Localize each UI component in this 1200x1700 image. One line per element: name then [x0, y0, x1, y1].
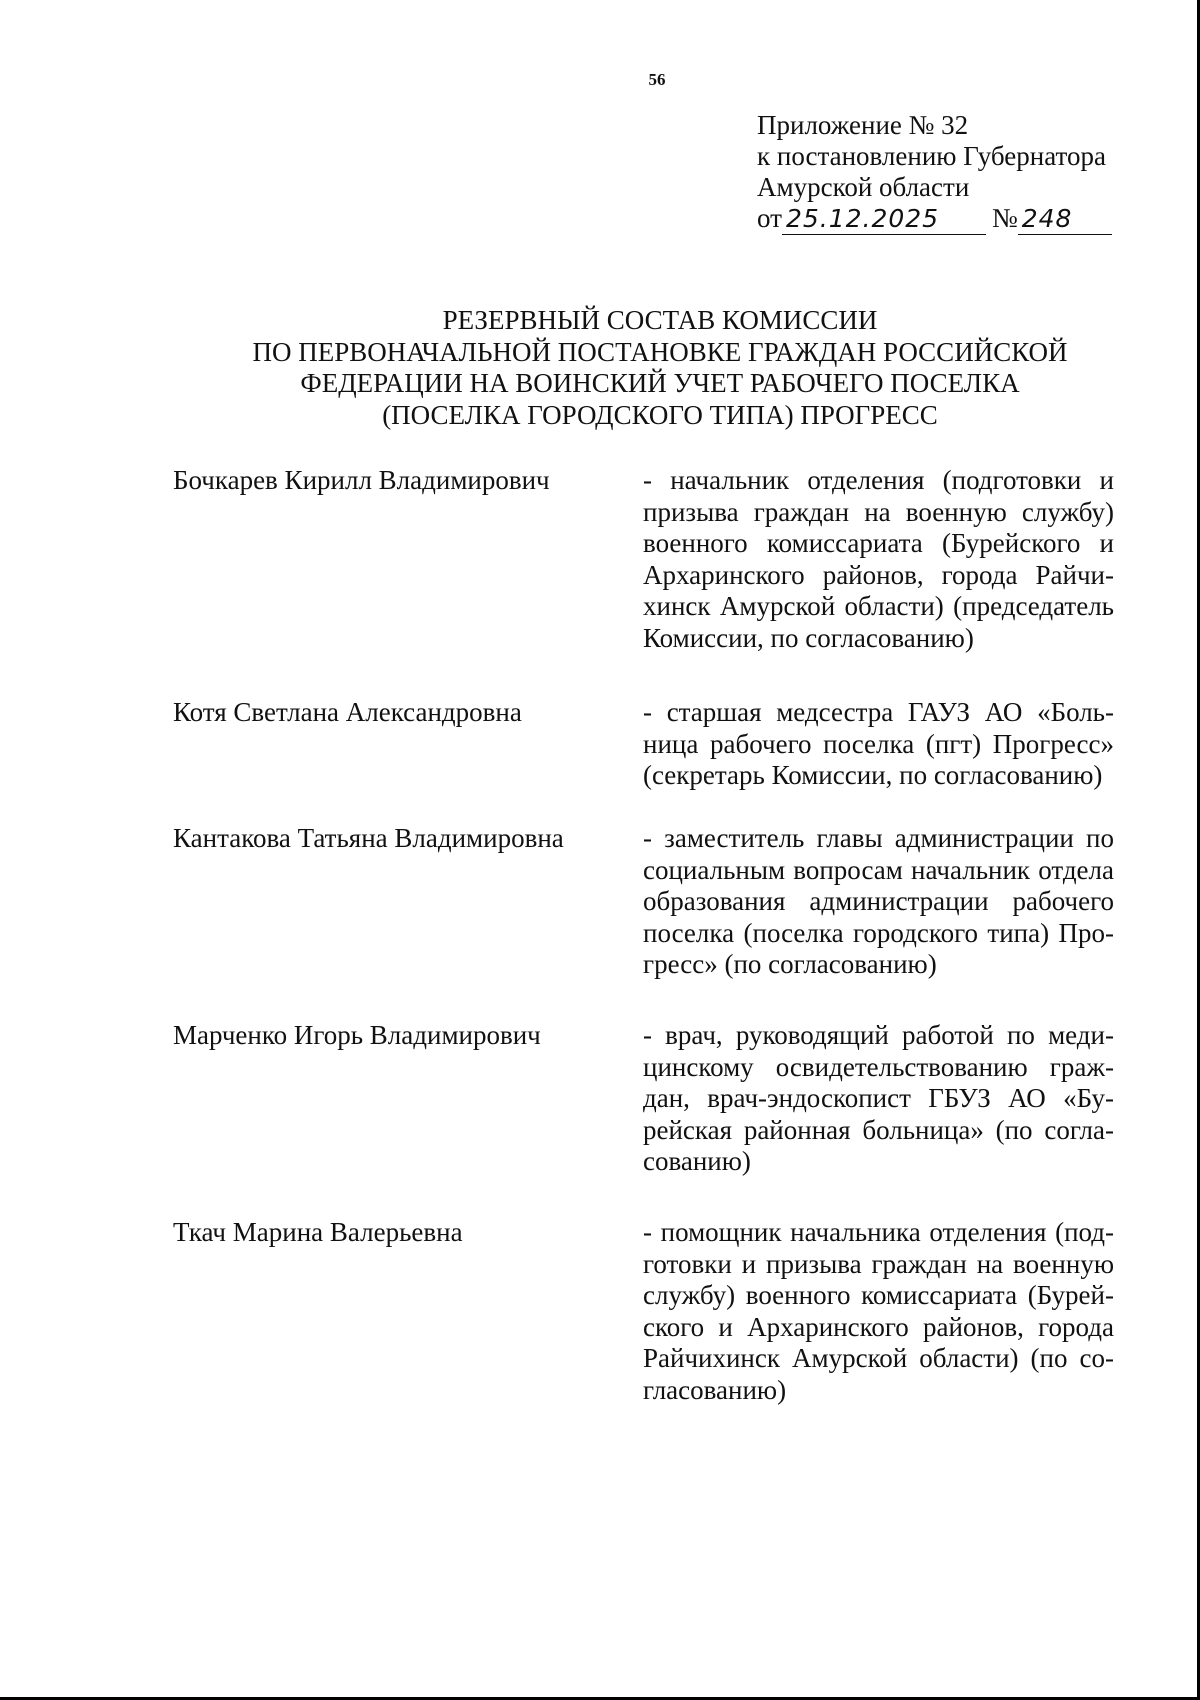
- member-name: Бочкарев Кирилл Владимирович: [173, 465, 550, 495]
- member-role: - помощник начальника отделения (подготовки и призыва граждан на военную службу) военного комиссариата (Бурейского и Архаринского районов, города Райчихинск Амурской области) (по согласованию): [643, 1217, 1114, 1405]
- handwritten-number: 248: [1018, 203, 1112, 235]
- page-number: 56: [648, 70, 666, 89]
- title-line-4: (ПОСЕЛКА ГОРОДСКОГО ТИПА) ПРОГРЕСС: [382, 399, 938, 430]
- member-name: Кантакова Татьяна Владимировна: [173, 823, 564, 853]
- appendix-line-2: к постановлению Губернатора: [757, 141, 1106, 171]
- member-name: Марченко Игорь Владимирович: [173, 1020, 541, 1050]
- member-name: Котя Светлана Александровна: [173, 697, 522, 727]
- title-line-3: ФЕДЕРАЦИИ НА ВОИНСКИЙ УЧЕТ РАБОЧЕГО ПОСЕЛКА: [300, 368, 1020, 398]
- number-prefix: №: [991, 203, 1018, 233]
- handwritten-date: 25.12.2025: [782, 203, 986, 235]
- appendix-line-3: Амурской области: [757, 172, 970, 202]
- member-role: - начальник отделения (подготовки и призыва граждан на военную службу) военного комиссариата (Бурейского и Архаринского районов, города Райчихинск Амурской области) (председатель Комиссии, по согласованию): [643, 465, 1114, 653]
- title-line-2: ПО ПЕРВОНАЧАЛЬНОЙ ПОСТАНОВКЕ ГРАЖДАН РОССИЙСКОЙ: [252, 336, 1068, 367]
- appendix-line-1: Приложение № 32: [757, 110, 969, 140]
- member-role: - заместитель главы администрации по социальным вопросам начальник отдела образования администрации рабочего поселка (поселка городского типа) Прогресс» (по согласованию): [643, 823, 1114, 979]
- member-role: - старшая медсестра ГАУЗ АО «Больница рабочего поселка (пгт) Прогресс» (секретарь Комиссии, по согласованию): [643, 697, 1114, 790]
- member-name: Ткач Марина Валерьевна: [173, 1217, 463, 1247]
- title-line-1: РЕЗЕРВНЫЙ СОСТАВ КОМИССИИ: [442, 305, 878, 335]
- member-role: - врач, руководящий работой по медицинскому освидетельствованию граждан, врач-эндоскопист ГБУЗ АО «Бурейская районная больница» (по согласованию): [643, 1020, 1114, 1176]
- date-prefix: от: [757, 203, 782, 233]
